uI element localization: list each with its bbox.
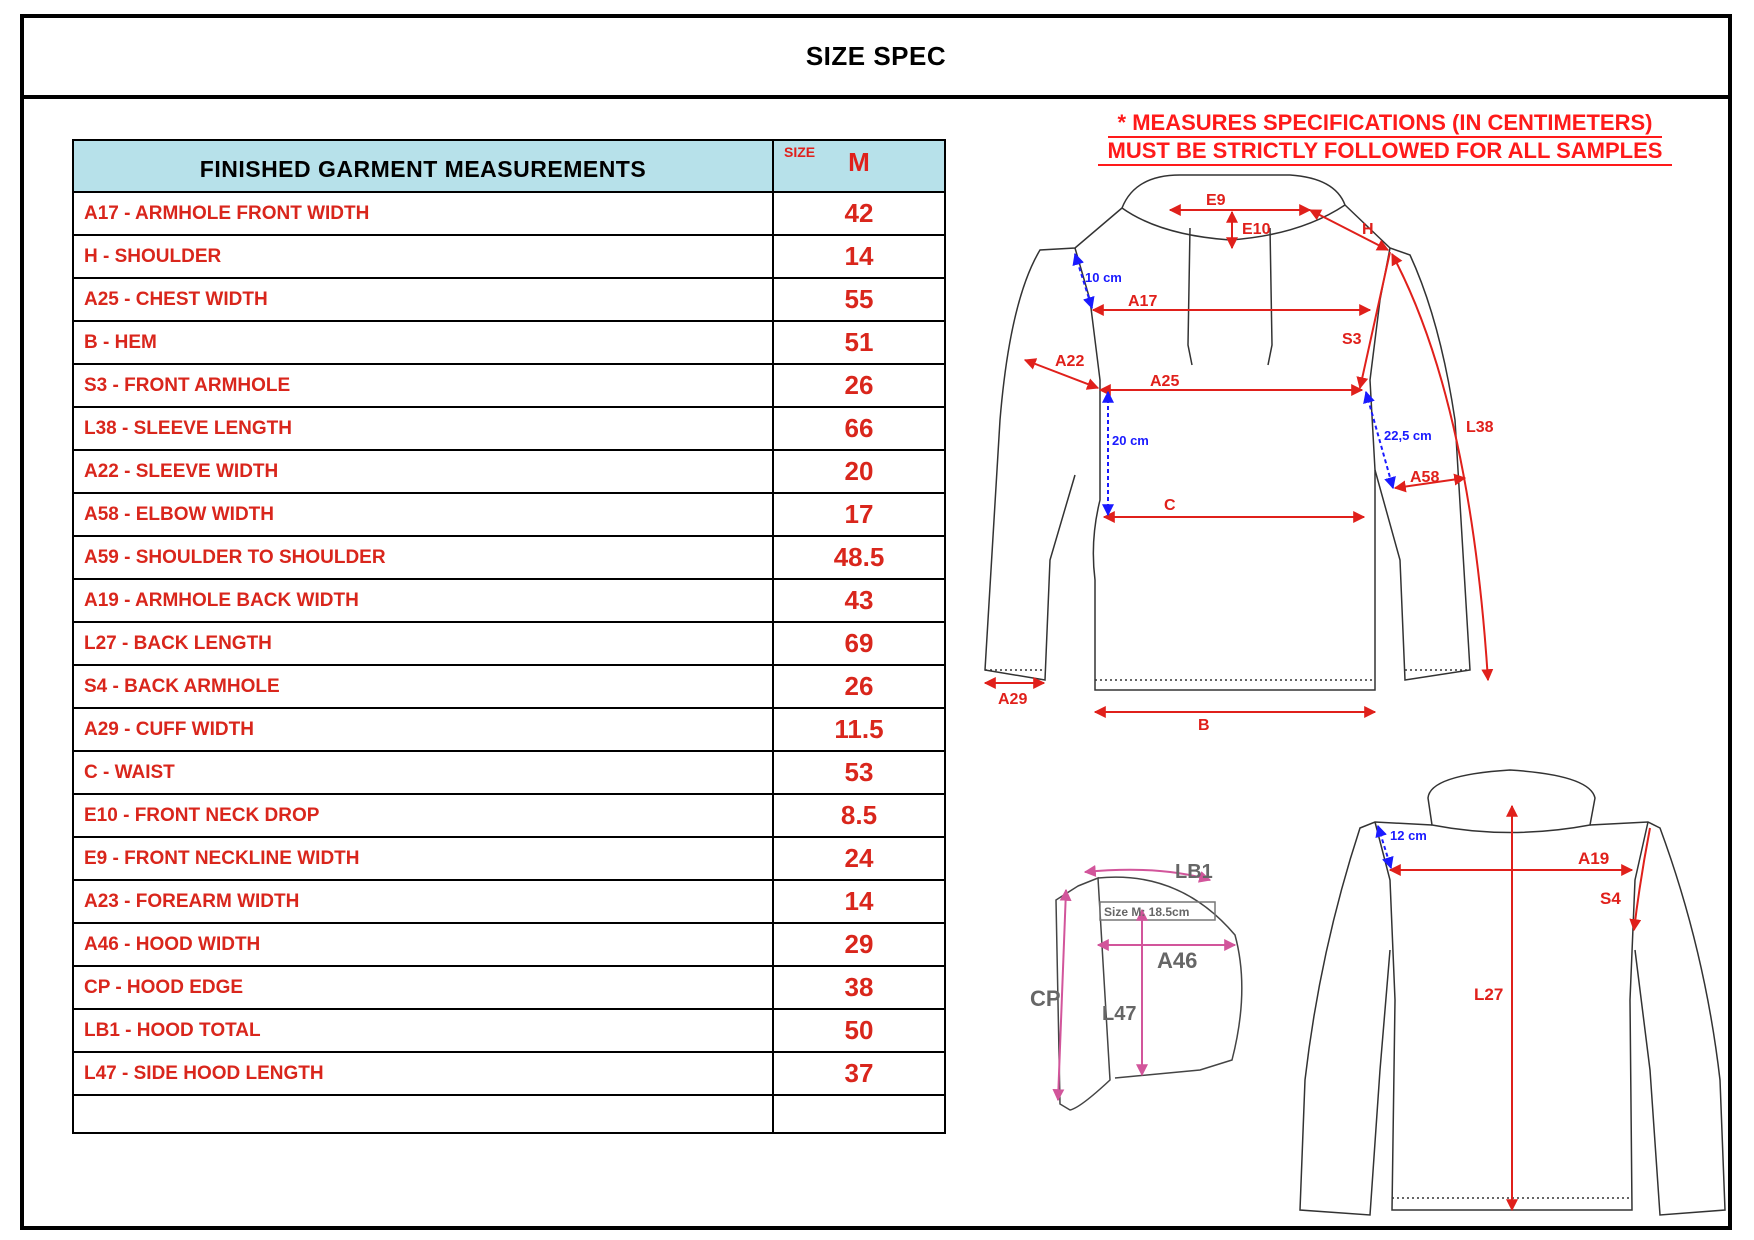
- measurement-value: 37: [773, 1052, 945, 1095]
- note-line-2: MUST BE STRICTLY FOLLOWED FOR ALL SAMPLES: [1098, 138, 1673, 166]
- measurement-value: 42: [773, 192, 945, 235]
- label-l38: L38: [1466, 419, 1494, 436]
- note-line-1: * MEASURES SPECIFICATIONS (IN CENTIMETERS): [1108, 110, 1663, 138]
- measurement-value: 48.5: [773, 536, 945, 579]
- table-header-label: FINISHED GARMENT MEASUREMENTS: [73, 140, 773, 192]
- back-dimension-lines: [1378, 806, 1650, 1210]
- measurement-label: B - HEM: [73, 321, 773, 364]
- label-h: H: [1362, 221, 1374, 238]
- measurement-label: A19 - ARMHOLE BACK WIDTH: [73, 579, 773, 622]
- label-a22: A22: [1055, 353, 1085, 370]
- measurement-value: 66: [773, 407, 945, 450]
- size-value: M: [848, 147, 870, 177]
- label-a17: A17: [1128, 293, 1158, 310]
- measurement-label: E9 - FRONT NECKLINE WIDTH: [73, 837, 773, 880]
- measurement-label: A22 - SLEEVE WIDTH: [73, 450, 773, 493]
- measurement-label: A58 - ELBOW WIDTH: [73, 493, 773, 536]
- label-e10: E10: [1242, 221, 1271, 238]
- label-a25: A25: [1150, 373, 1180, 390]
- measurement-value: 11.5: [773, 708, 945, 751]
- measurement-value: 53: [773, 751, 945, 794]
- measurement-value: 20: [773, 450, 945, 493]
- measurement-value: 26: [773, 665, 945, 708]
- measurement-label: S3 - FRONT ARMHOLE: [73, 364, 773, 407]
- hood-size-note: Size M: 18.5cm: [1104, 905, 1190, 919]
- measurement-value: 43: [773, 579, 945, 622]
- front-dimension-lines: [985, 210, 1488, 712]
- measurement-label: S4 - BACK ARMHOLE: [73, 665, 773, 708]
- measurement-label: L27 - BACK LENGTH: [73, 622, 773, 665]
- label-b: B: [1198, 717, 1210, 734]
- measurement-label: H - SHOULDER: [73, 235, 773, 278]
- measurement-value: 38: [773, 966, 945, 1009]
- label-c: C: [1164, 497, 1176, 514]
- label-a46: A46: [1157, 948, 1198, 973]
- measurement-label: A29 - CUFF WIDTH: [73, 708, 773, 751]
- measurement-label: A59 - SHOULDER TO SHOULDER: [73, 536, 773, 579]
- label-a58: A58: [1410, 469, 1440, 486]
- measurement-label: A46 - HOOD WIDTH: [73, 923, 773, 966]
- measurement-value: 24: [773, 837, 945, 880]
- measurement-value: 69: [773, 622, 945, 665]
- measurement-value: 8.5: [773, 794, 945, 837]
- measurement-value: 17: [773, 493, 945, 536]
- label-a19: A19: [1578, 849, 1610, 868]
- label-e9: E9: [1206, 192, 1226, 209]
- measurement-label: A17 - ARMHOLE FRONT WIDTH: [73, 192, 773, 235]
- measurement-label: CP - HOOD EDGE: [73, 966, 773, 1009]
- measurement-value: 29: [773, 923, 945, 966]
- label-lb1: LB1: [1175, 861, 1213, 883]
- label-cp: CP: [1030, 986, 1061, 1011]
- measurement-value: 26: [773, 364, 945, 407]
- measurement-value: 50: [773, 1009, 945, 1052]
- measurement-value: 55: [773, 278, 945, 321]
- measurement-label: A23 - FOREARM WIDTH: [73, 880, 773, 923]
- measurement-label: C - WAIST: [73, 751, 773, 794]
- label-l27: L27: [1474, 985, 1504, 1004]
- measurement-label: A25 - CHEST WIDTH: [73, 278, 773, 321]
- measurement-label: LB1 - HOOD TOTAL: [73, 1009, 773, 1052]
- size-label: SIZE: [784, 144, 816, 160]
- measurement-label: L38 - SLEEVE LENGTH: [73, 407, 773, 450]
- note-armhole-front: 10 cm: [1085, 270, 1122, 285]
- measurement-value: 51: [773, 321, 945, 364]
- measurement-label: E10 - FRONT NECK DROP: [73, 794, 773, 837]
- label-l47: L47: [1102, 1003, 1137, 1025]
- note-sleeve: 22,5 cm: [1384, 428, 1432, 443]
- measurement-value: 14: [773, 235, 945, 278]
- note-armhole-back: 12 cm: [1390, 828, 1427, 843]
- label-s3: S3: [1342, 331, 1362, 348]
- note-side: 20 cm: [1112, 433, 1149, 448]
- measurement-label: L47 - SIDE HOOD LENGTH: [73, 1052, 773, 1095]
- label-s4: S4: [1600, 889, 1621, 908]
- measurement-value: 14: [773, 880, 945, 923]
- page-title: SIZE SPEC: [805, 41, 947, 71]
- label-a29: A29: [998, 691, 1028, 708]
